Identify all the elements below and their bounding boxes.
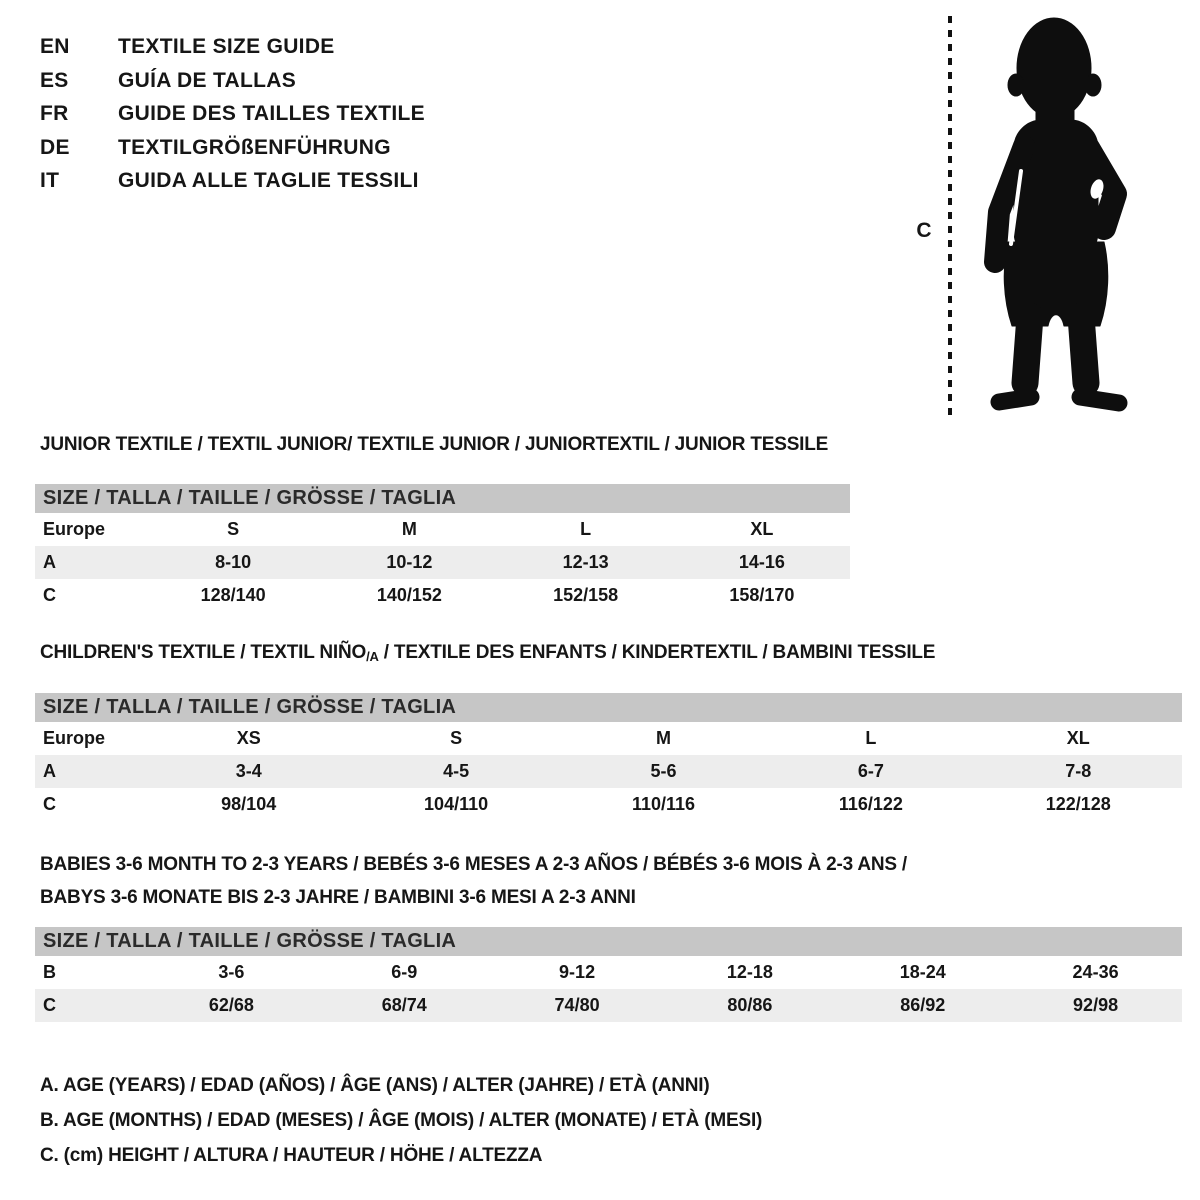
cell: 104/110 [424,794,489,814]
height-measure-label: C [916,219,932,242]
language-row [40,64,425,98]
cell: 74/80 [554,995,600,1015]
title-part: / TEXTILE DES ENFANTS / KINDERTEXTIL / BAMBINI TESSILE [378,642,936,663]
size-table-header: SIZE / TALLA / TAILLE / GRÖSSE / TAGLIA [35,927,1182,956]
table-row [35,755,1182,788]
language-row [40,30,425,64]
section-childrens-textile [35,642,1182,821]
cell: 128/140 [200,585,266,605]
language-code: ES [40,68,69,92]
cell: 3-6 [218,962,245,982]
cell: S [450,728,463,748]
junior-size-table [35,484,850,612]
cell: 12-18 [726,962,773,982]
cell: 24-36 [1072,962,1119,982]
cell: 140/152 [376,585,442,605]
cell: 3-4 [235,761,262,781]
cell: XS [236,728,261,748]
measurement-legend [40,1068,762,1173]
legend-line-age-years: A. AGE (YEARS) / EDAD (AÑOS) / ÂGE (ANS) / ALTER (JAHRE) / ETÀ (ANNI) [40,1075,710,1096]
row-label: Europe [43,519,106,539]
cell: 92/98 [1073,995,1119,1015]
table-row [35,956,1182,989]
row-label: B [43,962,56,982]
cell: 18-24 [899,962,946,982]
cell: 98/104 [221,794,277,814]
language-row [40,131,425,165]
cell: L [580,519,592,539]
cell: 80/86 [727,995,773,1015]
section-title [40,642,1182,665]
cell: 122/128 [1045,794,1111,814]
cell: 86/92 [900,995,946,1015]
cell: XL [1066,728,1090,748]
language-label: TEXTILE SIZE GUIDE [118,35,335,58]
cell: 9-12 [559,962,596,982]
language-row [40,164,425,198]
language-list [40,30,425,198]
cell: 6-9 [391,962,418,982]
title-part: CHILDREN'S TEXTILE / TEXTIL NIÑO [40,642,367,663]
section-title [40,848,1182,914]
table-row [35,546,850,579]
title-subscript: /A [366,649,379,664]
section-babies-textile [35,848,1182,1022]
table-row [35,722,1182,755]
legend-line-height-cm: C. (cm) HEIGHT / ALTURA / HAUTEUR / HÖHE / ALTEZZA [40,1145,543,1166]
title-line: BABIES 3-6 MONTH TO 2-3 YEARS / BEBÉS 3-6 MESES A 2-3 AÑOS / BÉBÉS 3-6 MOIS À 2-3 ANS / [40,854,908,875]
language-code: FR [40,102,69,126]
language-label: GUIDA ALLE TAGLIE TESSILI [118,169,419,193]
cell: M [655,728,671,748]
table-row [35,513,850,546]
row-label: C [43,995,56,1015]
table-row [35,788,1182,821]
height-dashed-line [948,16,952,416]
language-row [40,97,425,131]
language-label: GUIDE DES TAILLES TEXTILE [118,102,425,126]
language-code: DE [40,135,70,159]
cell: 116/122 [838,794,903,814]
cell: 12-13 [562,552,609,572]
cell: 110/116 [631,794,696,814]
cell: 8-10 [215,552,252,572]
table-row [35,989,1182,1022]
cell: S [227,519,240,539]
toddler-silhouette-icon [968,16,1138,416]
cell: 158/170 [729,585,795,605]
cell: 7-8 [1065,761,1092,781]
children-size-table [35,693,1182,821]
row-label: C [43,585,56,605]
legend-line-age-months: B. AGE (MONTHS) / EDAD (MESES) / ÂGE (MOIS) / ALTER (MONATE) / ETÀ (MESI) [40,1110,763,1131]
language-code: IT [40,169,60,193]
row-label: C [43,794,56,814]
language-code: EN [40,35,70,58]
cell: 5-6 [650,761,677,781]
title-line: BABYS 3-6 MONATE BIS 2-3 JAHRE / BAMBINI 3-6 MESI A 2-3 ANNI [40,887,636,908]
cell: XL [750,519,774,539]
cell: 68/74 [381,995,427,1015]
babies-size-table [35,927,1182,1022]
cell: L [865,728,877,748]
cell: M [401,519,417,539]
section-junior-textile [35,434,850,612]
row-label: A [43,552,56,572]
size-table-header: SIZE / TALLA / TAILLE / GRÖSSE / TAGLIA [35,693,1182,722]
cell: 4-5 [443,761,470,781]
section-title: JUNIOR TEXTILE / TEXTIL JUNIOR/ TEXTILE JUNIOR / JUNIORTEXTIL / JUNIOR TESSILE [40,434,829,455]
language-label: GUÍA DE TALLAS [118,68,297,92]
cell: 62/68 [208,995,254,1015]
cell: 6-7 [857,761,884,781]
cell: 14-16 [738,552,785,572]
table-row [35,579,850,612]
row-label: A [43,761,56,781]
language-label: TEXTILGRÖßENFÜHRUNG [118,135,391,159]
cell: 10-12 [386,552,433,572]
row-label: Europe [43,728,106,748]
size-table-header: SIZE / TALLA / TAILLE / GRÖSSE / TAGLIA [35,484,850,513]
cell: 152/158 [553,585,619,605]
